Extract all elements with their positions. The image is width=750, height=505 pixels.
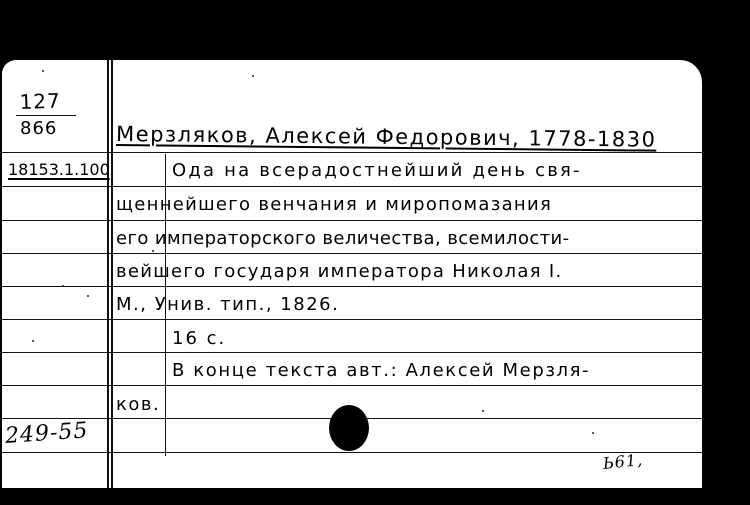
margin-line — [107, 60, 109, 488]
scan-speck — [42, 70, 44, 72]
handwritten-number: 249-55 — [4, 418, 90, 449]
note-line-1: В конце текста авт.: Алексей Мерзля- — [172, 360, 591, 381]
catalog-card — [2, 60, 702, 488]
title-line-4: вейшего государя императора Николая I. — [116, 261, 563, 282]
note-line-2: ков. — [116, 394, 161, 415]
title-line-1: Ода на всерадостнейший день свя- — [172, 160, 582, 181]
shelfmark-bottom: 866 — [20, 118, 58, 139]
handwritten-mark: Ь61, — [602, 449, 645, 473]
pagination: 16 с. — [172, 328, 227, 349]
scan-speck — [152, 250, 154, 252]
imprint-line: М., Унив. тип., 1826. — [116, 294, 340, 315]
scan-speck — [592, 432, 594, 434]
shelfmark-top: 127 — [19, 88, 62, 114]
scan-speck — [252, 75, 254, 77]
margin-line — [111, 60, 113, 488]
scan-speck — [482, 410, 484, 412]
title-line-3: его императорского величества, всемилости- — [116, 228, 570, 249]
scan-speck — [32, 340, 34, 342]
author-heading: Мерзляков, Алексей Федорович, 1778-1830 — [116, 122, 657, 152]
punched-hole — [329, 405, 369, 451]
title-line-2: щеннейшего венчания и миропомазания — [116, 194, 553, 215]
scan-speck — [87, 295, 89, 297]
scan-speck — [62, 285, 64, 287]
shelfmark-divider — [16, 115, 76, 116]
inventory-number: 18153.1.100 — [8, 160, 110, 179]
